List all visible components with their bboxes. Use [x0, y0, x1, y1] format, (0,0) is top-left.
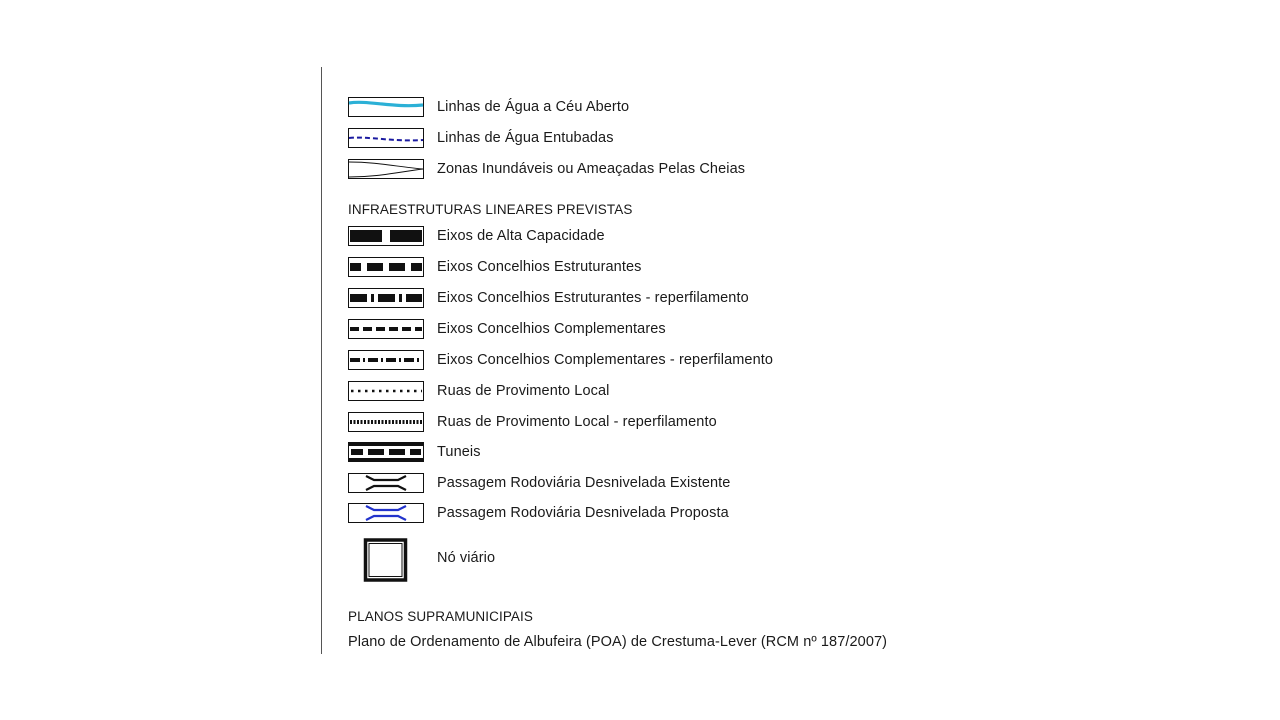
proposed-overpass-icon [348, 503, 424, 523]
legend-label: Ruas de Provimento Local [437, 383, 610, 399]
tunnel-icon [348, 442, 424, 462]
high-capacity-axis-icon [348, 226, 424, 246]
supramunicipal-heading: PLANOS SUPRAMUNICIPAIS [348, 609, 533, 624]
legend-label: Linhas de Água a Céu Aberto [437, 99, 630, 115]
local-street-icon [348, 381, 424, 401]
road-junction-icon [348, 538, 424, 582]
existing-overpass-icon [348, 473, 424, 493]
piped-watercourse-icon [348, 128, 424, 148]
legend-label: Eixos Concelhios Estruturantes [437, 259, 642, 275]
legend-label: Eixos de Alta Capacidade [437, 228, 605, 244]
local-street-reprofiling-icon [348, 412, 424, 432]
legend-label: Eixos Concelhios Complementares [437, 321, 666, 337]
legend-label: Linhas de Água Entubadas [437, 130, 614, 146]
structuring-axis-reprofiling-icon [348, 288, 424, 308]
legend-label: Passagem Rodoviária Desnivelada Proposta [437, 505, 729, 521]
complementary-axis-icon [348, 319, 424, 339]
legend-label: Zonas Inundáveis ou Ameaçadas Pelas Cheias [437, 161, 746, 177]
flood-zone-icon [348, 159, 424, 179]
legend-label: Ruas de Provimento Local - reperfilamento [437, 414, 717, 430]
open-watercourse-icon [348, 97, 424, 117]
legend-label: Nó viário [437, 550, 496, 566]
legend-label: Eixos Concelhios Complementares - reperfilamento [437, 352, 774, 368]
supramunicipal-plan-text: Plano de Ordenamento de Albufeira (POA) de Crestuma-Lever (RCM nº 187/2007) [348, 634, 888, 650]
legend-label: Eixos Concelhios Estruturantes - reperfilamento [437, 290, 749, 306]
complementary-axis-reprofiling-icon [348, 350, 424, 370]
legend-label: Tuneis [437, 444, 481, 460]
infrastructure-heading: INFRAESTRUTURAS LINEARES PREVISTAS [348, 202, 633, 217]
structuring-axis-icon [348, 257, 424, 277]
legend-label: Passagem Rodoviária Desnivelada Existente [437, 475, 731, 491]
